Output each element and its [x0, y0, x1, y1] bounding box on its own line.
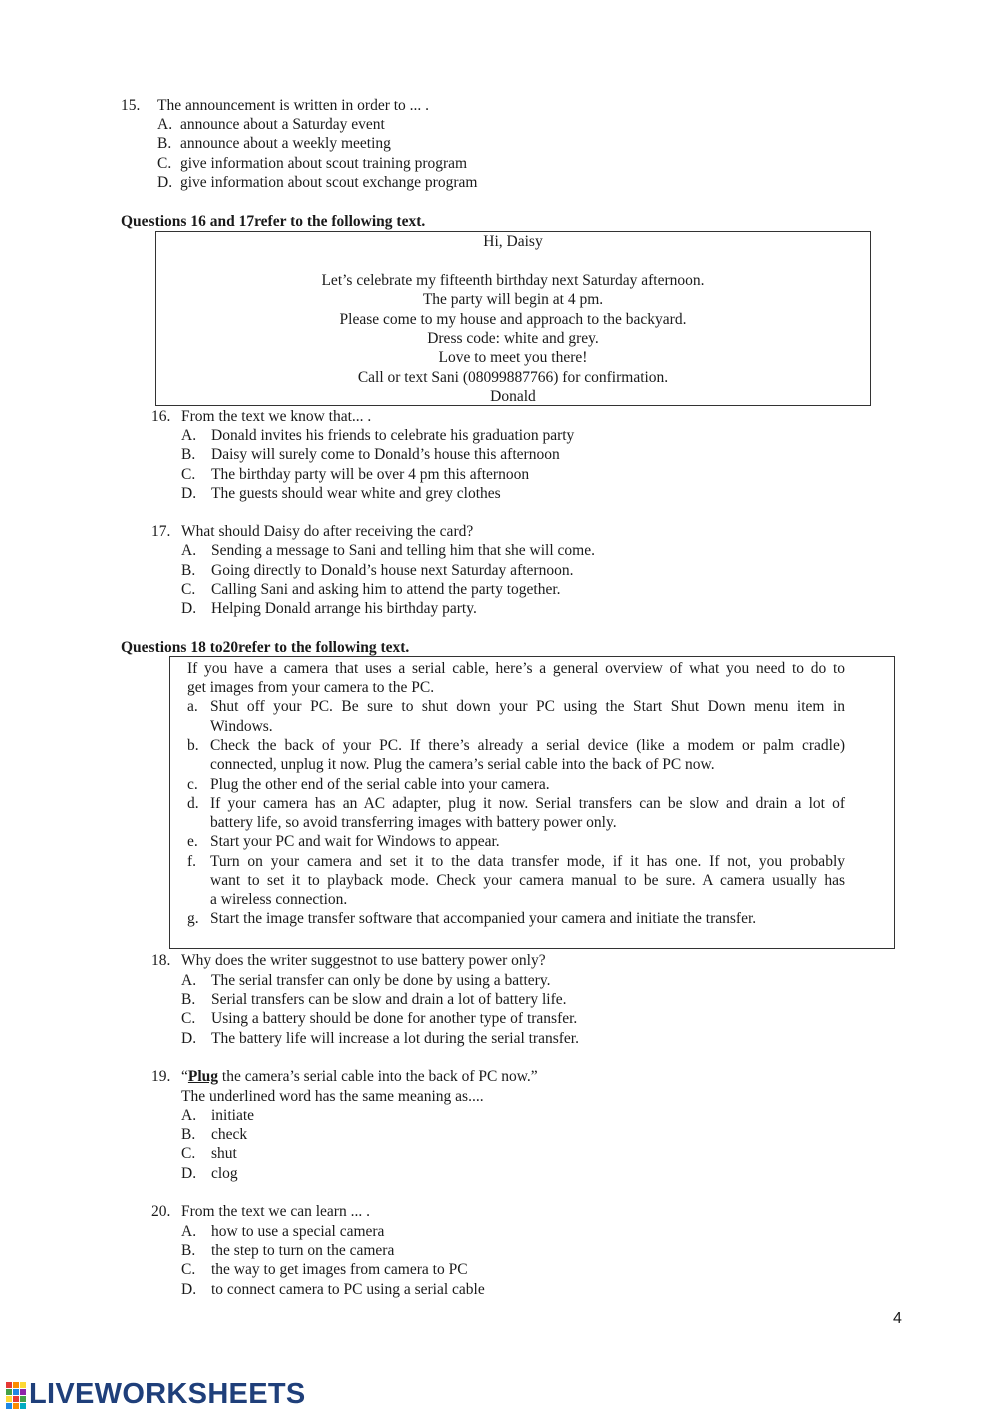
option-text: The guests should wear white and grey clothes [211, 485, 501, 502]
step-line: battery life, so avoid transferring images with battery power only. [210, 814, 617, 831]
section-heading: Questions 16 and 17refer to the following text. [121, 213, 426, 230]
page-number: 4 [893, 1310, 902, 1327]
question-stem: The announcement is written in order to ... . [157, 97, 430, 114]
option-text: give information about scout training program [180, 155, 468, 172]
option-letter: A. [157, 116, 173, 133]
option-text: Donald invites his friends to celebrate his graduation party [211, 427, 575, 444]
option-text: Going directly to Donald’s house next Saturday afternoon. [211, 562, 574, 579]
option-letter: B. [181, 562, 196, 579]
card-line: Dress code: white and grey. [427, 329, 599, 347]
card-greeting: Hi, Daisy [483, 233, 543, 250]
question-number: 20. [151, 1203, 171, 1220]
option-text: Using a battery should be done for another type of transfer. [211, 1010, 578, 1027]
option-text: give information about scout exchange program [180, 174, 478, 191]
step-line: Windows. [210, 718, 273, 735]
option-text: Calling Sani and asking him to attend the party together. [211, 581, 561, 598]
option-text: shut [211, 1145, 237, 1162]
question-number: 19. [151, 1068, 171, 1085]
option-letter: A. [181, 542, 197, 559]
option-letter: A. [181, 972, 197, 989]
step-letter: a. [187, 698, 198, 715]
question-stem: From the text we know that... . [181, 408, 372, 425]
card-signature: Donald [490, 388, 536, 406]
card-line: The party will begin at 4 pm. [422, 291, 604, 309]
option-text: the step to turn on the camera [211, 1242, 395, 1259]
option-letter: C. [157, 155, 172, 172]
option-letter: B. [181, 1126, 196, 1143]
card-line: Let’s celebrate my fifteenth birthday next Saturday afternoon. [321, 271, 705, 289]
step-letter: f. [187, 853, 197, 870]
step-line: Turn on your camera and set it to the data transfer mode, if it has one. If not, you probably [210, 853, 845, 870]
option-text: The serial transfer can only be done by using a battery. [211, 972, 551, 989]
card-blank [156, 251, 870, 270]
option-letter: A. [181, 1223, 197, 1240]
footer-logo [6, 1380, 306, 1410]
card-line: Call or text Sani (08099887766) for confirmation. [357, 368, 669, 386]
option-letter: B. [181, 991, 196, 1008]
question-stem: Why does the writer suggestnot to use battery power only? [181, 952, 546, 969]
step-line: connected, unplug it now. Plug the camera’s serial cable into the back of PC now. [210, 756, 715, 773]
option-letter: D. [157, 174, 173, 191]
step-line: If your camera has an AC adapter, plug it now. Serial transfers can be slow and drain a lot of [210, 795, 845, 812]
option-text: The birthday party will be over 4 pm this afternoon [211, 466, 530, 483]
option-letter: A. [181, 1107, 197, 1124]
option-letter: B. [181, 1242, 196, 1259]
option-text: Helping Donald arrange his birthday party. [211, 600, 477, 617]
step-line: a wireless connection. [210, 891, 348, 908]
question-quote [181, 1067, 538, 1086]
option-text: the way to get images from camera to PC [211, 1261, 468, 1278]
step-letter: c. [187, 776, 198, 793]
underlined-word: Plug [187, 1068, 219, 1085]
option-letter: C. [181, 581, 196, 598]
question-number: 18. [151, 952, 171, 969]
option-text: check [211, 1126, 248, 1143]
question-number: 15. [121, 97, 141, 114]
quote-open: “ [181, 1068, 188, 1085]
option-text: to connect camera to PC using a serial cable [211, 1281, 485, 1298]
section-heading: Questions 18 to20refer to the following text. [121, 639, 410, 656]
invitation-card [155, 231, 871, 406]
quote-rest: the camera’s serial cable into the back of PC now.” [218, 1068, 538, 1085]
step-line: Shut off your PC. Be sure to shut down your PC using the Start Shut Down menu item in [210, 698, 845, 715]
step-line: Start your PC and wait for Windows to appear. [210, 833, 500, 850]
option-text: The battery life will increase a lot during the serial transfer. [211, 1030, 579, 1047]
option-letter: C. [181, 1261, 196, 1278]
step-letter: e. [187, 833, 198, 850]
question-stem: The underlined word has the same meaning as.... [181, 1088, 484, 1105]
intro-line: If you have a camera that uses a serial cable, here’s a general overview of what you need to do to [187, 660, 845, 677]
step-letter: d. [187, 795, 199, 812]
question-stem: What should Daisy do after receiving the card? [181, 523, 474, 540]
logo-text: LIVEWORKSHEETS [29, 1378, 306, 1411]
option-letter: C. [181, 1010, 196, 1027]
logo-blocks-icon [6, 1382, 26, 1409]
step-line: want to set it to playback mode. Check your camera manual to be sure. A camera usually has [210, 872, 845, 889]
option-text: announce about a weekly meeting [180, 135, 391, 152]
option-text: Daisy will surely come to Donald’s house this afternoon [211, 446, 560, 463]
step-line: Plug the other end of the serial cable into your camera. [210, 776, 550, 793]
option-text: Sending a message to Sani and telling him that she will come. [211, 542, 595, 559]
option-letter: D. [181, 1030, 197, 1047]
option-letter: D. [181, 1281, 197, 1298]
step-letter: g. [187, 910, 199, 927]
step-line: Start the image transfer software that accompanied your camera and initiate the transfer. [210, 910, 757, 927]
step-line: Check the back of your PC. If there’s already a serial device (like a modem or palm cradle) [210, 737, 845, 754]
option-text: how to use a special camera [211, 1223, 385, 1240]
option-letter: A. [181, 427, 197, 444]
option-letter: D. [181, 600, 197, 617]
card-line: Please come to my house and approach to the backyard. [339, 310, 687, 328]
question-stem: From the text we can learn ... . [181, 1203, 370, 1220]
option-letter: C. [181, 466, 196, 483]
option-text: Serial transfers can be slow and drain a lot of battery life. [211, 991, 567, 1008]
card-line: Love to meet you there! [438, 349, 588, 367]
option-letter: C. [181, 1145, 196, 1162]
option-text: announce about a Saturday event [180, 116, 385, 133]
option-letter: D. [181, 485, 197, 502]
question-number: 16. [151, 408, 171, 425]
option-letter: D. [181, 1165, 197, 1182]
step-letter: b. [187, 737, 199, 754]
option-letter: B. [181, 446, 196, 463]
option-text: clog [211, 1165, 238, 1182]
option-letter: B. [157, 135, 172, 152]
intro-line: get images from your camera to the PC. [187, 679, 435, 696]
option-text: initiate [211, 1107, 255, 1124]
question-number: 17. [151, 523, 171, 540]
